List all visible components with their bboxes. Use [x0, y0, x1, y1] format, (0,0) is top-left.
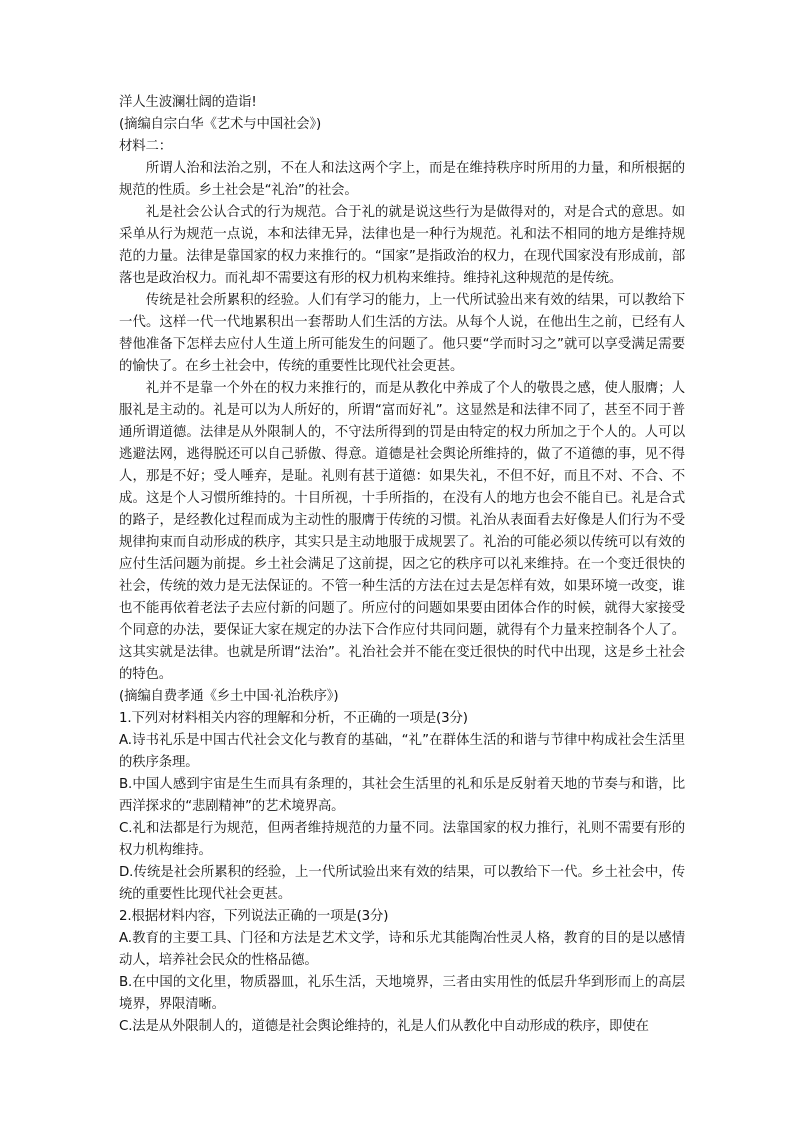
question-stem: 2.根据材料内容，下列说法正确的一项是(3分)	[119, 909, 389, 924]
question-stem: 1.下列对材料相关内容的理解和分析，不正确的一项是(3分)	[119, 711, 468, 726]
paragraph: 传统是社会所累积的经验。人们有学习的能力，上一代所试验出来有效的结果，可以教给下一代。这样一代一代地累积出一套帮助人们生活的方法。从每个人说，在他出生之前，已经有人替他准备下怎样去应付人生道上所可能发生的问题了。他只要“学而时习之”就可以享受满足需要的愉快了。在乡土社会中，传统的重要性比现代社会更甚。	[119, 293, 685, 374]
question-option: C.礼和法都是行为规范，但两者维持规范的力量不同。法靠国家的权力推行，礼则不需要有形的权力机构维持。	[119, 821, 685, 858]
source-citation: (摘编自宗白华《艺术与中国社会》)	[119, 117, 322, 132]
source-citation: (摘编自费孝通《乡土中国·礼治秩序》)	[119, 689, 339, 704]
question-option: D.传统是社会所累积的经验，上一代所试验出来有效的结果，可以教给下一代。乡土社会中，传统的重要性比现代社会更甚。	[119, 865, 685, 902]
paragraph: 礼并不是靠一个外在的权力来推行的，而是从教化中养成了个人的敬畏之感，使人服膺；人服礼是主动的。礼是可以为人所好的，所谓“富而好礼”。这显然是和法律不同了，甚至不同于普通所谓道德。法律是从外限制人的，不守法所得到的罚是由特定的权力所加之于个人的。人可以逃避法网，逃得脱还可以自己骄傲、得意。道德是社会舆论所维持的，做了不道德的事，见不得人，那是不好；受人唾弃，是耻。礼则有甚于道德：如果失礼，不但不好，而且不对、不合、不成。这是个人习惯所维持的。十目所视，十手所指的，在没有人的地方也会不能自已。礼是合式的路子，是经教化过程而成为主动性的服膺于传统的习惯。礼治从表面看去好像是人们行为不受规律拘束而自动形成的秩序，其实只是主动地服于成规罢了。礼治的可能必须以传统可以有效的应付生活问题为前提。乡土社会满足了这前提，因之它的秩序可以礼来维持。在一个变迁很快的社会，传统的效力是无法保证的。不管一种生活的方法在过去是怎样有效，如果环境一改变，谁也不能再依着老法子去应付新的问题了。所应付的问题如果要由团体合作的时候，就得大家接受个同意的办法，要保证大家在规定的办法下合作应付共同问题，就得有个力量来控制各个人了。这其实就是法律。也就是所谓“法治”。礼治社会并不能在变迁很快的时代中出现，这是乡土社会的特色。	[119, 381, 685, 682]
question-option: C.法是从外限制人的，道德是社会舆论维持的，礼是人们从教化中自动形成的秩序，即使在	[119, 1019, 649, 1034]
section-heading: 材料二：	[119, 139, 172, 154]
text-line: 洋人生波澜壮阔的造诣!	[119, 95, 257, 110]
paragraph: 礼是社会公认合式的行为规范。合于礼的就是说这些行为是做得对的，对是合式的意思。如采单从行为规范一点说，本和法律无异，法律也是一种行为规范。礼和法不相同的地方是维持规范的力量。法律是靠国家的权力来推行的。“国家”是指政治的权力，在现代国家没有形成前，部落也是政治权力。而礼却不需要这有形的权力机构来维持。维持礼这种规范的是传统。	[119, 205, 685, 286]
document-page	[119, 92, 685, 1038]
question-option: A.教育的主要工具、门径和方法是艺术文学，诗和乐尤其能陶冶性灵人格，教育的目的是以感情动人，培养社会民众的性格品德。	[119, 931, 685, 968]
question-option: B.在中国的文化里，物质器皿，礼乐生活，天地境界，三者由实用性的低层升华到形而上的高层境界，界限清晰。	[119, 975, 685, 1012]
paragraph: 所谓人治和法治之别，不在人和法这两个字上，而是在维持秩序时所用的力量，和所根据的规范的性质。乡土社会是“礼治”的社会。	[119, 161, 685, 198]
question-option: B.中国人感到宇宙是生生而具有条理的，其社会生活里的礼和乐是反射着天地的节奏与和谐，比西洋探求的“悲剧精神”的艺术境界高。	[119, 777, 685, 814]
question-option: A.诗书礼乐是中国古代社会文化与教育的基础，“礼”在群体生活的和谐与节律中构成社会生活里的秩序条理。	[119, 733, 685, 770]
